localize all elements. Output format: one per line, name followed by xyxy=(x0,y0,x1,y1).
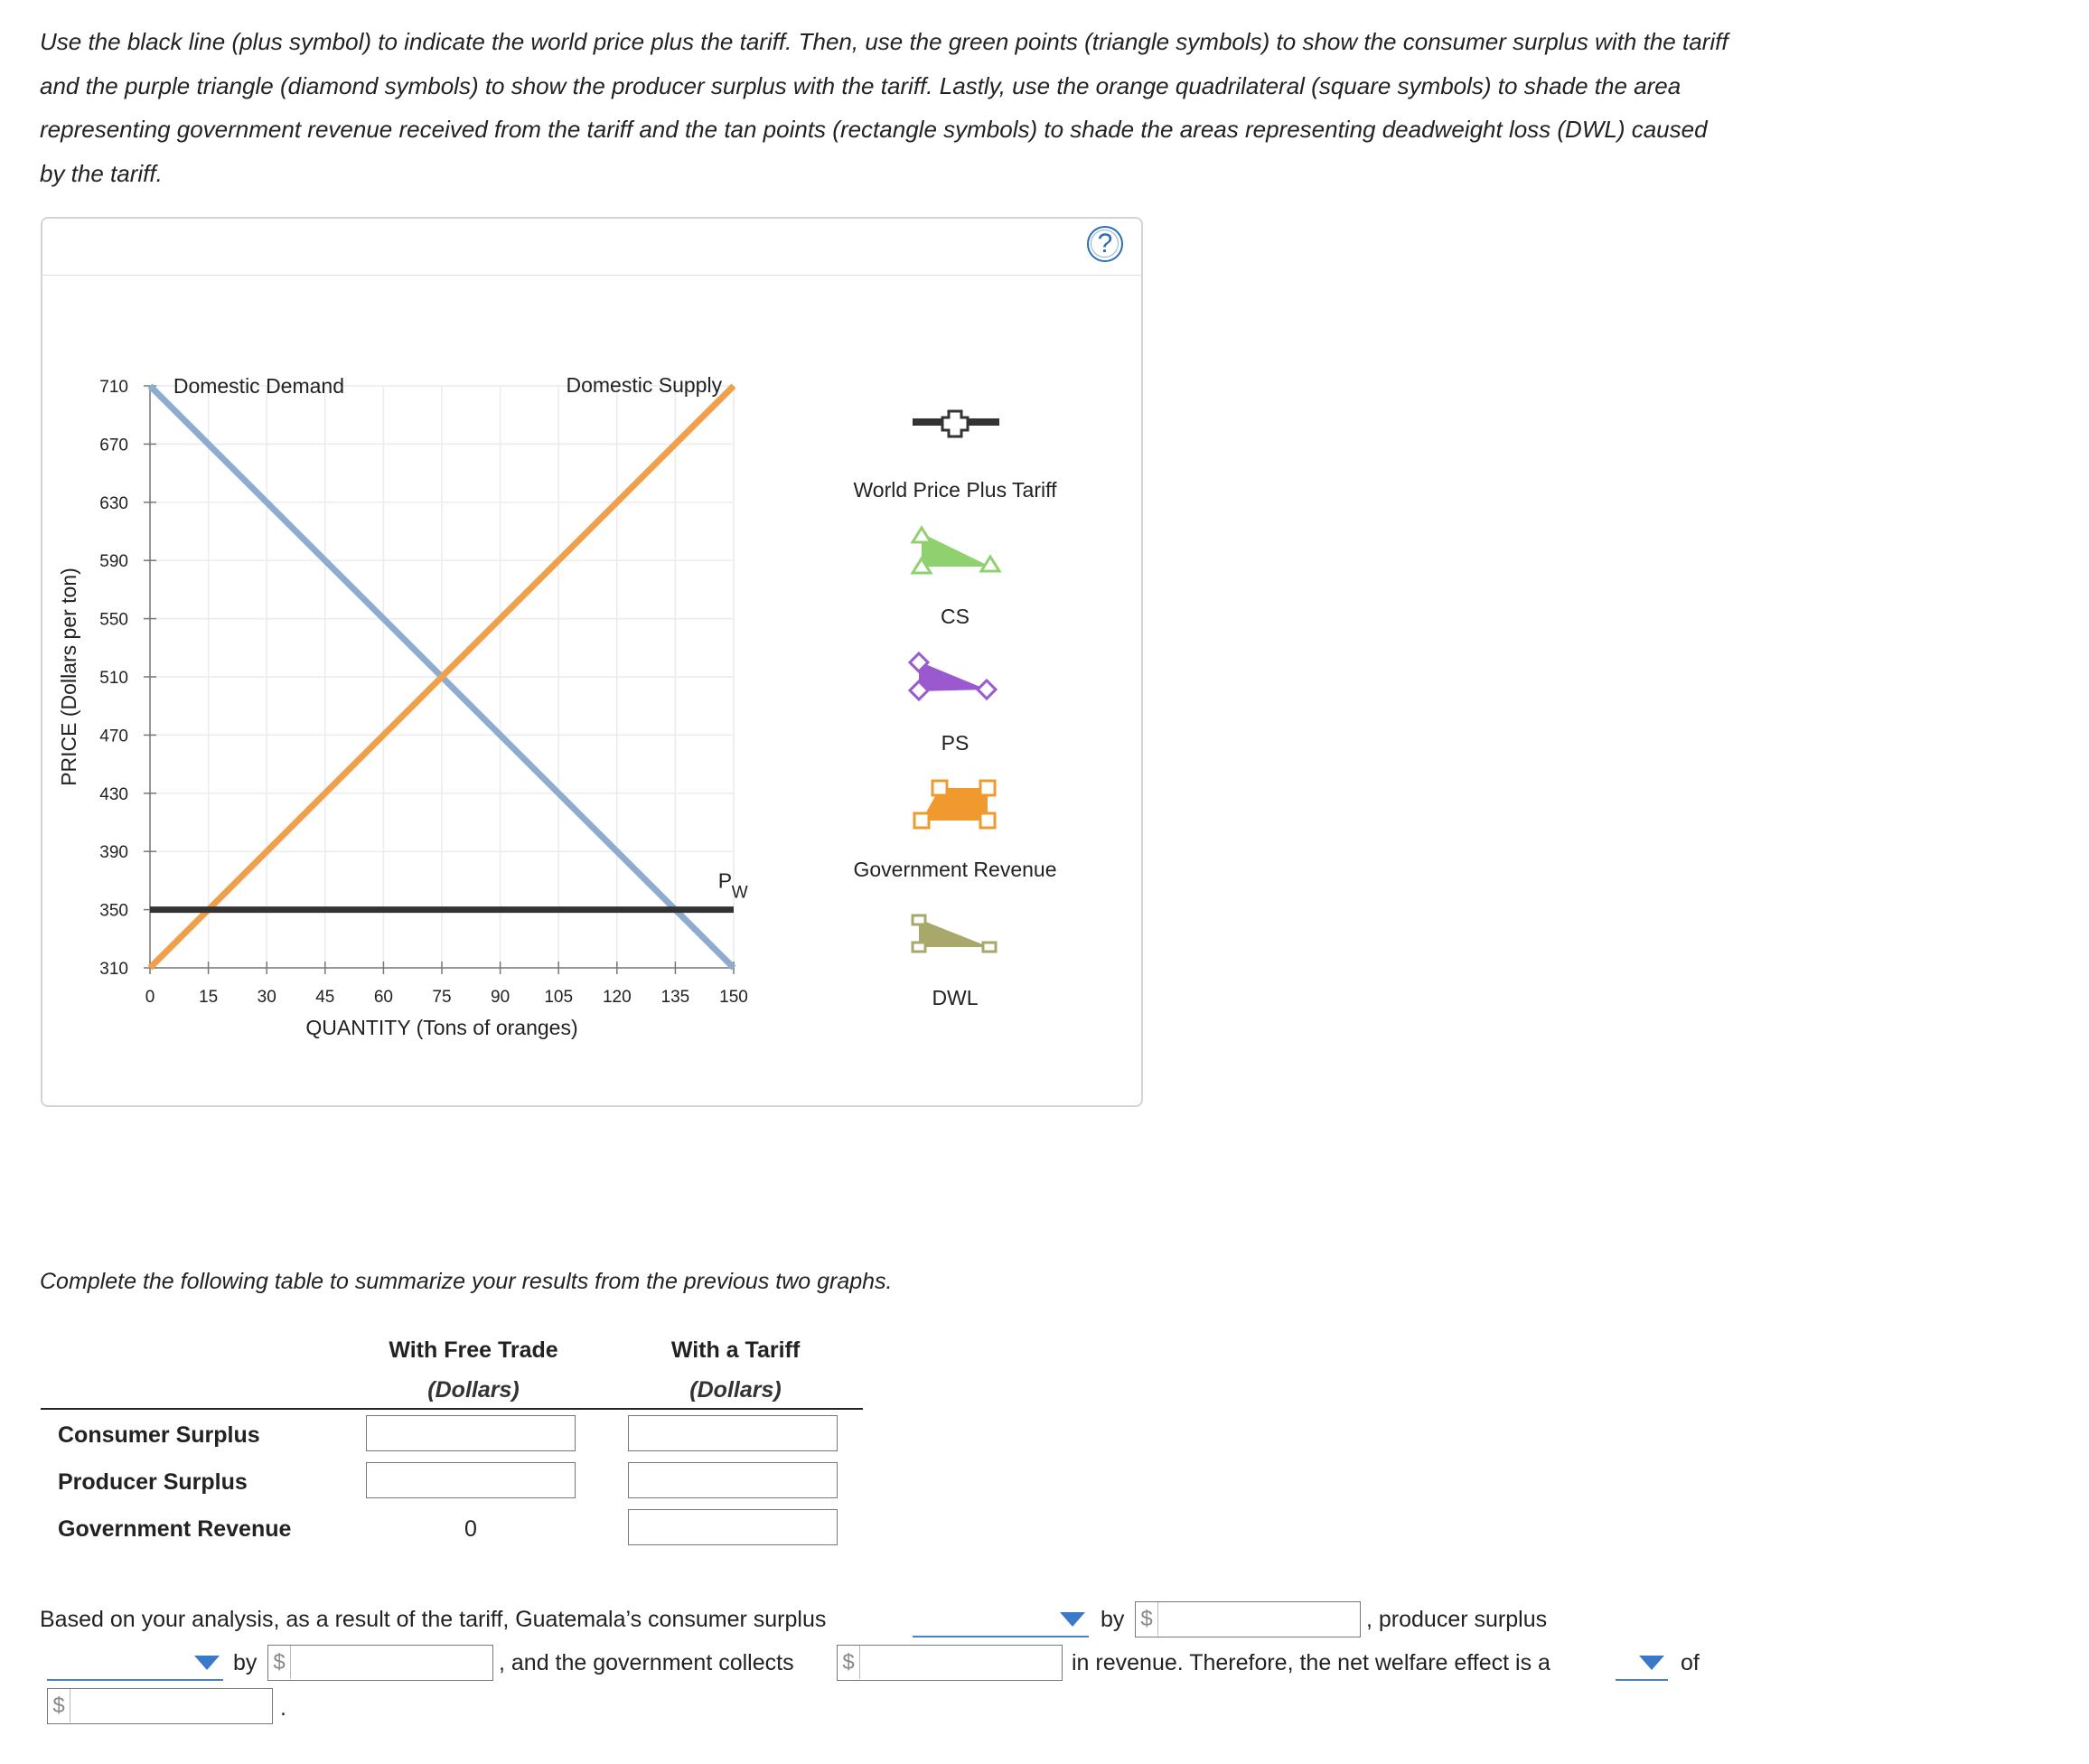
gov-revenue-amount-input[interactable] xyxy=(837,1645,1063,1681)
x-tick-label: 60 xyxy=(373,988,393,1007)
supply-label: Domestic Supply xyxy=(566,373,723,397)
cs-free-trade-input[interactable] xyxy=(366,1415,576,1451)
ps-change-amount-input[interactable] xyxy=(267,1645,493,1681)
y-axis-label: PRICE (Dollars per ton) xyxy=(57,568,80,786)
table-header-rule xyxy=(41,1408,863,1410)
chevron-down-icon xyxy=(1060,1612,1085,1627)
y-tick-label: 310 xyxy=(99,960,128,979)
gr-tool-label: Government Revenue xyxy=(853,858,1057,881)
net-welfare-amount-input[interactable] xyxy=(47,1688,273,1724)
wpt-tool-label: World Price Plus Tariff xyxy=(853,478,1057,502)
col-header-tariff: With a Tariff xyxy=(670,1337,801,1363)
x-tick-label: 15 xyxy=(199,988,219,1007)
square-icon xyxy=(932,781,947,795)
ps-tariff-input[interactable] xyxy=(628,1462,838,1498)
square-icon xyxy=(980,813,995,828)
green-triangle-fill xyxy=(922,533,990,567)
col-unit-free-trade: (Dollars) xyxy=(427,1377,520,1403)
chevron-down-icon xyxy=(194,1656,220,1670)
x-tick-label: 105 xyxy=(544,988,574,1007)
y-tick-label: 350 xyxy=(99,901,128,921)
dollar-sign: $ xyxy=(838,1646,860,1679)
square-icon xyxy=(914,813,929,828)
pw-label-subscript: W xyxy=(731,883,748,903)
sentence-part3: , and the government collects xyxy=(499,1650,794,1675)
cs-tariff-input[interactable] xyxy=(628,1415,838,1451)
square-icon xyxy=(980,781,995,795)
pw-label: P xyxy=(717,868,733,893)
tan-triangle-fill xyxy=(919,919,989,947)
col-header-free-trade: With Free Trade xyxy=(389,1337,558,1363)
x-tick-label: 0 xyxy=(145,988,155,1007)
x-tick-label: 90 xyxy=(491,988,511,1007)
diamond-icon xyxy=(978,680,996,699)
chevron-down-icon xyxy=(1639,1656,1664,1670)
y-tick-label: 470 xyxy=(99,727,128,746)
sentence-by2: by xyxy=(233,1650,258,1675)
dollar-sign: $ xyxy=(48,1689,70,1722)
ps-free-trade-input[interactable] xyxy=(366,1462,576,1498)
row-label-producer-surplus: Producer Surplus xyxy=(58,1469,248,1495)
dwl-tool[interactable] xyxy=(913,915,996,1009)
gr-tariff-input[interactable] xyxy=(628,1509,838,1545)
x-axis-label: QUANTITY (Tons of oranges) xyxy=(305,1016,578,1039)
row-label-consumer-surplus: Consumer Surplus xyxy=(58,1422,260,1448)
y-tick-label: 710 xyxy=(99,378,128,397)
rectangle-icon xyxy=(913,943,925,952)
dollar-sign: $ xyxy=(1136,1602,1158,1636)
y-tick-label: 510 xyxy=(99,669,128,688)
sentence-of: of xyxy=(1681,1650,1700,1675)
y-tick-label: 550 xyxy=(99,610,128,630)
cs-change-amount-input[interactable] xyxy=(1135,1601,1361,1637)
x-tick-label: 30 xyxy=(257,988,276,1007)
cs-change-dropdown[interactable] xyxy=(913,1601,1089,1637)
rectangle-icon xyxy=(983,943,996,952)
cs-tool-label: CS xyxy=(941,605,970,628)
sentence-part4: in revenue. Therefore, the net welfare effect is a xyxy=(1072,1650,1550,1675)
x-tick-label: 135 xyxy=(660,988,690,1007)
plus-icon xyxy=(942,411,968,436)
help-icon[interactable]: ? xyxy=(1087,226,1123,262)
x-tick-label: 150 xyxy=(719,988,748,1007)
ps-change-dropdown[interactable] xyxy=(47,1645,223,1681)
sentence-part1: Based on your analysis, as a result of the tariff, Guatemala’s consumer surplus xyxy=(40,1607,827,1632)
y-tick-label: 430 xyxy=(99,784,128,804)
sentence-by1: by xyxy=(1101,1607,1125,1632)
row-label-government-revenue: Government Revenue xyxy=(58,1516,292,1542)
demand-label: Domestic Demand xyxy=(173,374,345,398)
x-tick-label: 120 xyxy=(602,988,632,1007)
triangle-icon xyxy=(913,528,931,542)
y-tick-label: 590 xyxy=(99,552,128,572)
table-intro: Complete the following table to summarize your results from the previous two graphs. xyxy=(40,1269,893,1294)
x-tick-label: 45 xyxy=(315,988,335,1007)
sentence-period: . xyxy=(280,1695,286,1721)
ps-tool[interactable] xyxy=(910,653,996,755)
col-unit-tariff: (Dollars) xyxy=(689,1377,782,1403)
y-tick-label: 630 xyxy=(99,493,128,513)
x-tick-label: 75 xyxy=(432,988,452,1007)
net-welfare-dropdown[interactable] xyxy=(1616,1645,1668,1681)
dwl-tool-label: DWL xyxy=(932,986,979,1009)
instructions-text: Use the black line (plus symbol) to indicate the world price plus the tariff. Then, use the green points (triangle symbols) to show the consumer surplus with the tariff and the purple triangle (diamond symbols) to show the producer surplus with the tariff. Lastly, use the orange quadrilateral (square symbols) to shade the area representing government revenue received from the tariff and the tan points (rectangle symbols) to shade the areas representing deadweight loss (DWL) caused by the tariff. xyxy=(40,28,1728,187)
rectangle-icon xyxy=(913,915,925,924)
y-tick-label: 670 xyxy=(99,436,128,455)
gr-free-trade-value: 0 xyxy=(464,1516,477,1542)
wpt-tool[interactable] xyxy=(854,411,1058,502)
y-tick-label: 390 xyxy=(99,843,128,863)
ps-tool-label: PS xyxy=(941,731,970,755)
sentence-part2: , producer surplus xyxy=(1366,1607,1548,1632)
purple-triangle-fill xyxy=(919,662,987,691)
cs-tool[interactable] xyxy=(913,528,999,628)
dollar-sign: $ xyxy=(268,1646,291,1679)
gr-tool[interactable] xyxy=(853,781,1056,881)
